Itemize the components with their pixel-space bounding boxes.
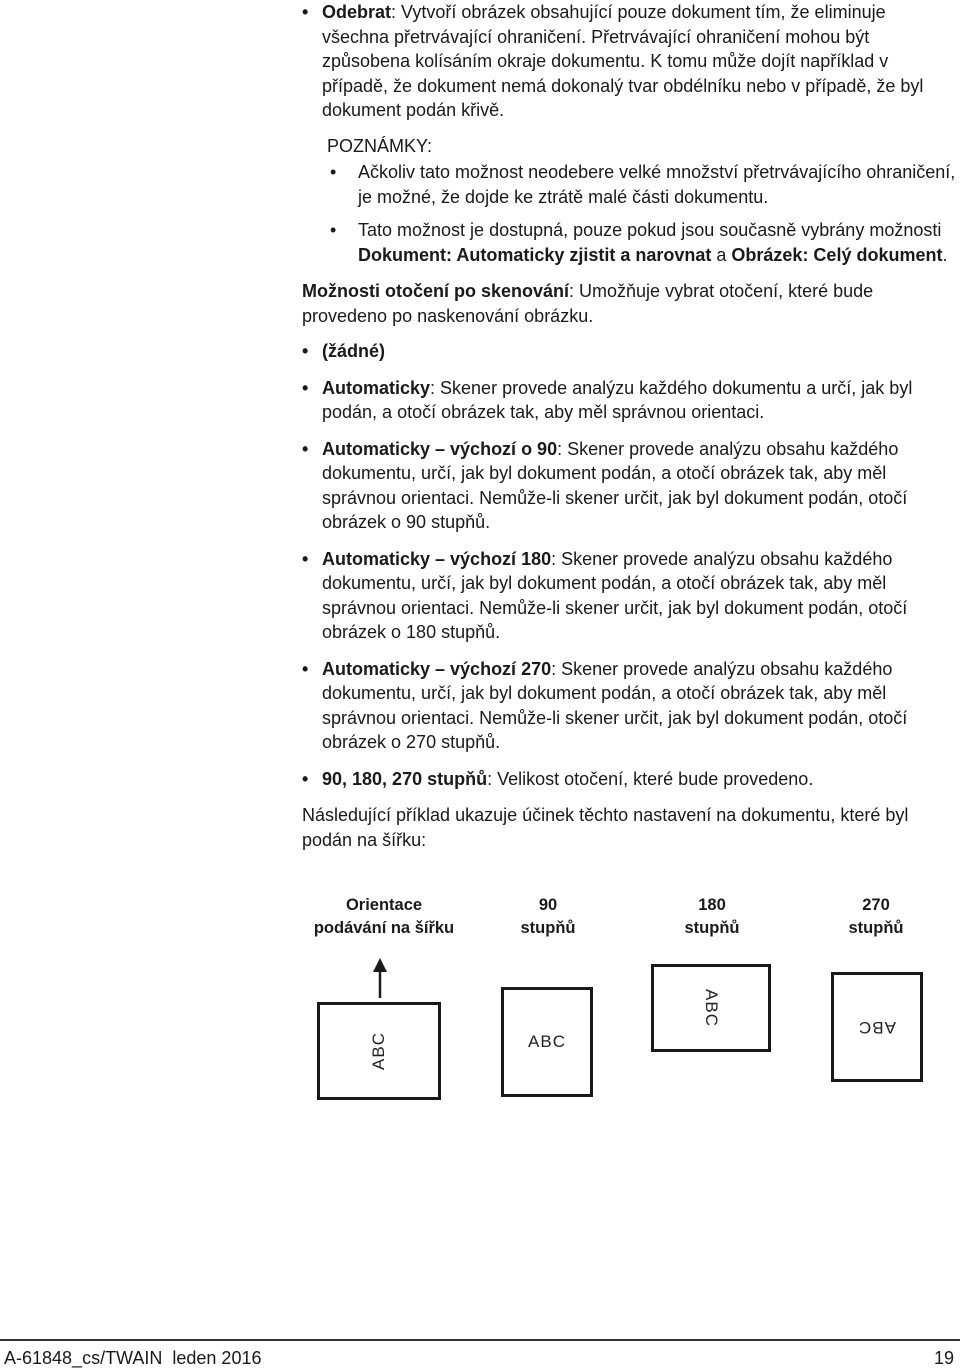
bullet: • — [302, 2, 309, 22]
label-line: 180 — [698, 896, 726, 914]
figure-label-180 — [627, 894, 797, 940]
label-line: 270 — [862, 896, 890, 914]
document-text: ABC — [528, 1032, 566, 1051]
list-item — [302, 437, 956, 535]
bullet: • — [302, 377, 309, 398]
option-name: 90, 180, 270 stupňů — [322, 768, 488, 789]
note-bold-option: Obrázek: Celý dokument — [731, 244, 943, 265]
bullet: • — [302, 341, 309, 361]
label-line: stupňů — [520, 919, 576, 937]
example-paragraph: Následující příklad ukazuje účinek těchto nastavení na dokumentu, které byl podán na šířku: — [302, 805, 909, 850]
feed-direction-arrow-icon — [368, 958, 392, 1000]
page-number: 19 — [933, 1348, 954, 1368]
note-item — [302, 218, 956, 267]
bullet: • — [330, 162, 337, 182]
document-text: ABC — [702, 989, 721, 1027]
document-landscape-original — [317, 1002, 441, 1100]
label-line: podávání na šířku — [313, 919, 455, 937]
document-text: ABC — [369, 1032, 388, 1070]
bullet: • — [330, 220, 337, 240]
list-item — [302, 547, 956, 645]
option-name: Odebrat — [322, 2, 392, 22]
option-description: : Velikost otočení, které bude provedeno. — [487, 768, 814, 789]
label-line: 90 — [538, 896, 558, 914]
label-line: stupňů — [684, 919, 740, 937]
option-name: Automaticky — [322, 377, 431, 398]
list-item — [302, 339, 956, 364]
note-item — [302, 160, 956, 209]
notes-title: POZNÁMKY: — [327, 135, 433, 156]
document-body — [302, 0, 956, 852]
figure-label-orientation — [299, 894, 469, 940]
option-name: Automaticky – výchozí o 90 — [322, 438, 558, 459]
footer-document-id: A-61848_cs/TWAIN leden 2016 — [4, 1348, 262, 1368]
figure-label-90 — [463, 894, 633, 940]
note-text: Ačkoliv tato možnost neodebere velké množství přetrvávajícího ohraničení, je možné, že dojde ke ztrátě malé části dokumentu. — [358, 162, 956, 207]
document-rotated-180 — [651, 964, 771, 1052]
document-rotated-90 — [501, 987, 593, 1097]
bullet: • — [302, 548, 309, 569]
note-bold-option: Dokument: Automaticky zjistit a narovnat — [358, 244, 712, 265]
footer-divider — [0, 1339, 960, 1341]
note-text: a — [711, 244, 732, 265]
section-description: : Umožňuje vybrat otočení, které bude provedeno po naskenování obrázku. — [302, 281, 874, 326]
option-name: Automaticky – výchozí 270 — [322, 658, 552, 679]
figure-label-270 — [791, 894, 960, 940]
option-description: : Skener provede analýzu obsahu každého dokumentu, určí, jak byl dokument podán, a otočí obrázek tak, aby měl správnou orientaci. Nemůže-li skener určit, jak byl dokument podán, otočí obrázek o 270 stupňů. — [322, 658, 908, 752]
document-rotated-270 — [831, 972, 923, 1082]
list-item-odebrat — [302, 0, 956, 123]
label-line: Orientace — [345, 896, 423, 914]
option-name: (žádné) — [322, 341, 385, 361]
option-description: : Skener provede analýzu obsahu každého dokumentu, určí, jak byl dokument podán, a otočí obrázek tak, aby měl správnou orientaci. Nemůže-li skener určit, jak byl dokument podán, otočí obrázek o 90 stupňů. — [322, 438, 908, 532]
document-text: ABC — [858, 1018, 896, 1037]
bullet: • — [302, 438, 309, 459]
bullet: • — [302, 768, 309, 789]
option-description: : Vytvoří obrázek obsahující pouze dokument tím, že eliminuje všechna přetrvávající ohraničení. Přetrvávající ohraničení mohou být způsobena kolísáním okraje dokumentu. K tomu může dojít například v případě, že dokument nemá dokonalý tvar obdélníku nebo v případě, že byl dokument podán křivě. — [322, 2, 924, 120]
option-description: : Skener provede analýzu obsahu každého dokumentu, určí, jak byl dokument podán, a otočí obrázek tak, aby měl správnou orientaci. Nemůže-li skener určit, jak byl dokument podán, otočí obrázek o 180 stupňů. — [322, 548, 908, 642]
rotation-paragraph — [302, 279, 956, 328]
note-text: . — [942, 244, 948, 265]
label-line: stupňů — [848, 919, 904, 937]
option-name: Automaticky – výchozí 180 — [322, 548, 552, 569]
option-description: : Skener provede analýzu každého dokumentu a určí, jak byl podán, a otočí obrázek tak, aby měl správnou orientaci. — [322, 377, 913, 422]
note-text: Tato možnost je dostupná, pouze pokud jsou současně vybrány možnosti — [358, 220, 942, 240]
list-item — [302, 657, 956, 755]
bullet: • — [302, 658, 309, 679]
list-item — [302, 767, 956, 792]
section-name: Možnosti otočení po skenování — [302, 281, 570, 301]
list-item — [302, 376, 956, 425]
